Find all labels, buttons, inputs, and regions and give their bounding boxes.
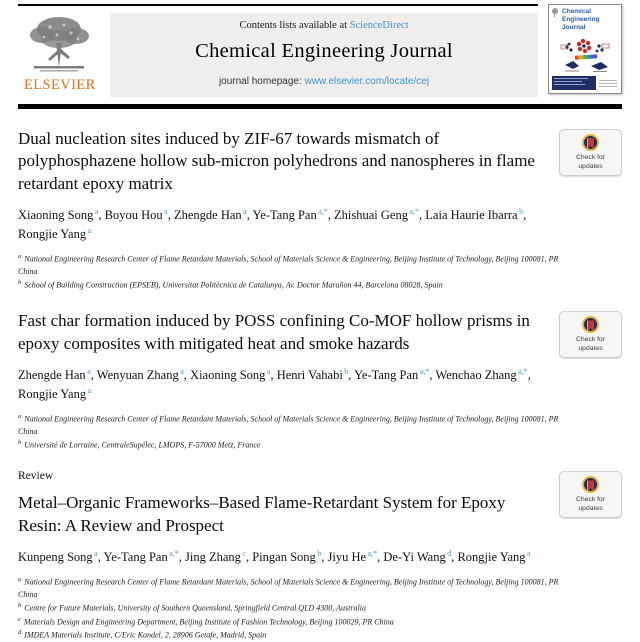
affiliation-line: [18, 575, 566, 601]
badge-label: [560, 336, 621, 354]
author-name: Laia Haurie Ibarra: [425, 208, 518, 223]
affiliation-text: Université de Lorraine, CentraleSupélec, LMOPS, F-57000 Metz, France: [24, 440, 261, 450]
cover-elsevier-tree-icon: [552, 8, 560, 31]
elsevier-wordmark: ELSEVIER: [24, 77, 96, 93]
author-name: Henri Vahabi: [276, 368, 343, 383]
journal-info-box: [110, 13, 538, 97]
affiliation-sup: b: [18, 601, 22, 609]
affiliation-line: [18, 438, 566, 452]
author-affiliation-sup[interactable]: a: [87, 226, 92, 236]
article-list: [18, 128, 622, 642]
affiliation-sup: b: [18, 278, 22, 286]
badge-label: [560, 154, 621, 172]
author-affiliation-sup[interactable]: a: [94, 549, 98, 559]
journal-page: [0, 4, 640, 642]
affiliation-text: Materials Design and Engineering Department, Beijing Institute of Fashion Technology, Beijing 100029, PR China: [23, 617, 394, 627]
elsevier-logo: [18, 13, 106, 97]
bookmark-icon: [587, 480, 594, 491]
homepage-line: [110, 76, 538, 87]
author-name: Jiyu He: [327, 550, 367, 565]
cover-footer-lines: [599, 80, 617, 89]
author-name: Ye-Tang Pan: [252, 208, 317, 223]
badge-label: [560, 496, 621, 514]
author-name: Rongjie Yang: [18, 227, 87, 242]
author-name: Zhishuai Geng: [334, 208, 408, 223]
author-name: Xiaoning Song: [190, 368, 266, 383]
author-affiliation-sup[interactable]: c: [242, 549, 246, 559]
author-name: Kunpeng Song: [18, 550, 93, 565]
contents-prefix: Contents lists available at: [239, 20, 350, 31]
article-authors: Kunpeng Song $^a$, Ye-Tang Pan $^{a,*}$, Jing Zhang $^c$, Pingan Song $^b$, Jiyu He $^{a,*}$, De-Yi Wang $^d$, Rongjie Yang $^a$: [18, 549, 531, 565]
elsevier-tree-icon: [26, 15, 92, 75]
cover-footer: [552, 76, 596, 90]
affiliation-text: IMDEA Materials Institute, C/Eric Kandel, 2, 28906 Getafe, Madrid, Spain: [24, 630, 267, 640]
homepage-link[interactable]: www.elsevier.com/locate/cej: [304, 76, 430, 87]
affiliation-text: National Engineering Research Center of Flame Retardant Materials, School of Materials Science & Engineering, Beijing Institute of Technology, Beijing 100081, PR China: [18, 577, 559, 599]
journal-cover-thumbnail[interactable]: [548, 4, 622, 94]
author-name: Pingan Song: [252, 550, 316, 565]
affiliation-sup: a: [18, 253, 22, 261]
affiliation-line: [18, 628, 566, 642]
affiliation-text: National Engineering Research Center of Flame Retardant Materials, School of Materials Science & Engineering, Beijing Institute of Technology, Beijing 100081, PR China: [18, 414, 559, 436]
author-name: Ye-Tang Pan: [354, 368, 419, 383]
journal-title: Chemical Engineering Journal: [195, 40, 453, 62]
author-affiliation-sup[interactable]: a: [87, 386, 92, 396]
crossmark-icon: [582, 476, 599, 493]
article-affiliations: [18, 575, 566, 642]
journal-header: [18, 4, 622, 97]
badge-label-line1: Check for: [575, 154, 606, 161]
author-affiliation-sup[interactable]: a: [180, 367, 184, 377]
author-affiliation-sup[interactable]: d: [447, 549, 452, 559]
affiliation-text: National Engineering Research Center of Flame Retardant Materials, School of Materials Science & Engineering, Beijing Institute of Technology, Beijing 100081, PR China: [18, 254, 559, 276]
check-for-updates-badge[interactable]: [559, 471, 622, 518]
top-rule: [18, 4, 538, 6]
cover-title: Chemical Engineering Journal: [562, 8, 600, 31]
affiliation-sup: c: [18, 615, 21, 623]
header-left: [18, 4, 538, 97]
author-affiliation-sup[interactable]: a: [243, 207, 247, 217]
author-affiliation-sup[interactable]: a: [527, 549, 531, 559]
cover-head: [552, 8, 618, 31]
author-affiliation-sup[interactable]: a,*: [367, 549, 378, 559]
contents-line: [110, 20, 538, 31]
bookmark-icon: [587, 320, 594, 331]
article: [18, 310, 622, 451]
affiliation-sup: a: [18, 413, 22, 421]
author-affiliation-sup[interactable]: a,*: [518, 367, 528, 377]
affiliation-line: [18, 601, 566, 615]
header-divider: [18, 104, 622, 109]
author-name: Zhengde Han: [173, 208, 242, 223]
affiliation-sup: d: [18, 629, 22, 637]
badge-label-line1: Check for: [575, 496, 606, 504]
author-name: Boyou Hou: [104, 208, 163, 223]
affiliation-line: [18, 278, 566, 292]
author-affiliation-sup[interactable]: a: [94, 207, 99, 217]
sciencedirect-link[interactable]: ScienceDirect: [349, 20, 409, 31]
article-affiliations: [18, 252, 566, 291]
affiliation-text: Centre for Future Materials, University of Southern Queensland, Springfield Central QLD 4300, Australia: [24, 603, 366, 613]
bookmark-icon: [587, 138, 594, 149]
affiliation-line: [18, 615, 566, 629]
article-affiliations: [18, 412, 566, 451]
author-name: Ye-Tang Pan: [103, 550, 168, 565]
author-affiliation-sup[interactable]: a: [266, 367, 271, 377]
author-affiliation-sup[interactable]: b: [344, 367, 349, 377]
affiliation-line: [18, 412, 566, 438]
author-affiliation-sup[interactable]: a,*: [169, 549, 179, 559]
author-name: Wenyuan Zhang: [96, 368, 179, 383]
crossmark-icon: [582, 134, 599, 151]
article-title: Fast char formation induced by POSS confining Co-MOF hollow prisms in epoxy composites with mitigated heat and smoke hazards: [18, 311, 530, 353]
author-affiliation-sup[interactable]: a: [164, 207, 168, 217]
author-name: Jing Zhang: [185, 550, 241, 565]
badge-label-line2: updates: [578, 162, 603, 170]
badge-label-line2: updates: [578, 345, 603, 353]
article-authors: Zhengde Han $^a$, Wenyuan Zhang $^a$, Xiaoning Song $^a$, Henri Vahabi $^b$, Ye-Tang Pan $^{a,*}$, Wenchao Zhang $^{a,*}$, Rongjie Yang $^a$: [18, 367, 531, 402]
author-name: De-Yi Wang: [383, 550, 446, 565]
article-title: Dual nucleation sites induced by ZIF-67 towards mismatch of polyphosphazene hollow sub-micron polyhedrons and nanospheres in flame retardant epoxy matrix: [18, 129, 535, 193]
affiliation-sup: b: [18, 438, 22, 446]
author-affiliation-sup[interactable]: a,*: [318, 207, 328, 217]
author-affiliation-sup[interactable]: a,*: [409, 207, 420, 217]
affiliation-text: School of Building Construction (EPSEB), Universitat Politècnica de Catalunya, Av. Doctor Marañon 44, Barcelona 08028, Spain: [24, 280, 443, 290]
author-affiliation-sup[interactable]: b: [519, 207, 524, 217]
author-name: Xiaoning Song: [18, 208, 94, 223]
badge-label-line2: updates: [578, 505, 603, 513]
affiliation-line: [18, 252, 566, 278]
badge-label-line1: Check for: [575, 336, 606, 344]
article: [18, 470, 622, 641]
author-name: Rongjie Yang: [457, 550, 526, 565]
author-name: Rongjie Yang: [18, 387, 87, 402]
homepage-prefix: journal homepage:: [218, 76, 305, 87]
check-for-updates-badge[interactable]: [559, 311, 622, 358]
affiliation-sup: a: [18, 576, 22, 584]
author-name: Wenchao Zhang: [435, 368, 517, 383]
article-authors: Xiaoning Song $^a$, Boyou Hou $^a$, Zhengde Han $^a$, Ye-Tang Pan $^{a,*}$, Zhishuai Geng $^{a,*}$, Laia Haurie Ibarra $^b$, Rongjie Yang $^a$: [18, 207, 527, 242]
author-affiliation-sup[interactable]: a,*: [419, 367, 430, 377]
author-name: Zhengde Han: [18, 368, 86, 383]
article-category: Review: [18, 470, 54, 483]
check-for-updates-badge[interactable]: [559, 129, 622, 176]
article: [18, 128, 622, 291]
header-main: [18, 13, 538, 97]
author-affiliation-sup[interactable]: a: [87, 367, 91, 377]
article-title: Metal–Organic Frameworks–Based Flame-Retardant System for Epoxy Resin: A Review and Prospect: [18, 493, 506, 535]
author-affiliation-sup[interactable]: b: [317, 549, 322, 559]
crossmark-icon: [582, 316, 599, 333]
cover-art: [553, 33, 617, 73]
